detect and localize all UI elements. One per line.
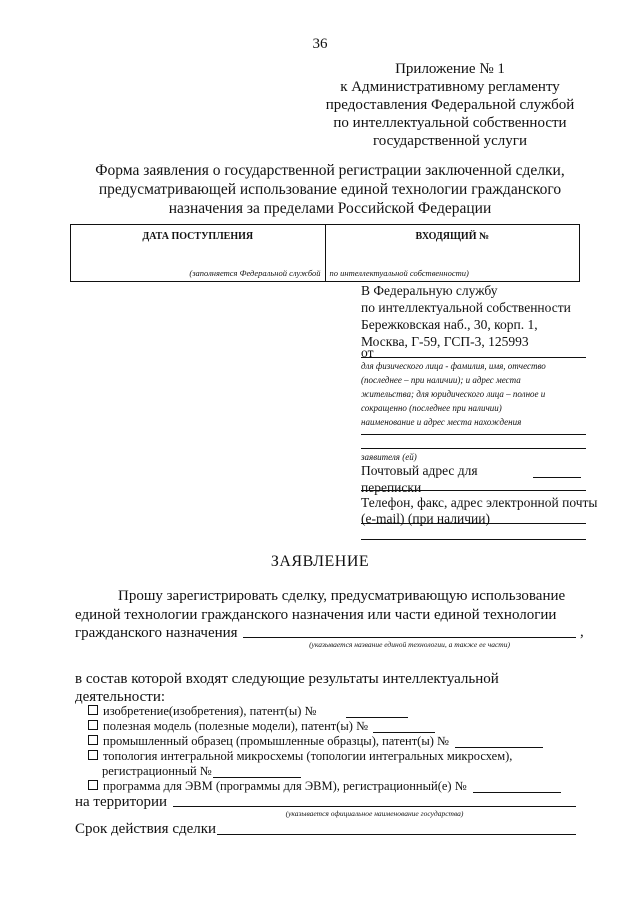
checkbox-item-utility-model[interactable]: полезная модель (полезные модели), патент(ы) № [88, 719, 368, 734]
form-title-line: назначения за пределами Российской Федерации [168, 200, 492, 217]
recipient-line: В Федеральную службу [361, 283, 498, 298]
technology-name-line[interactable] [243, 637, 576, 638]
appendix-line: предоставления Федеральной службой [325, 97, 575, 113]
applicant-caption: заявителя (ей) [361, 452, 417, 462]
appendix-line: Приложение № 1 [395, 61, 505, 77]
appendix-line: государственной услуги [373, 133, 527, 149]
contacts-label-1: Телефон, факс, адрес электронной почты [361, 495, 598, 510]
incoming-number-cell[interactable] [325, 225, 580, 282]
composition-line-1: в состав которой входят следующие результаты интеллектуальной [75, 671, 499, 687]
technology-caption: (указывается название единой технологии, а также ее части) [309, 640, 510, 649]
composition-line-2: деятельности: [75, 689, 166, 705]
applicant-hint [361, 359, 596, 429]
recipient-address [361, 282, 591, 350]
contacts-label-2: (e-mail) (при наличии) [361, 511, 490, 526]
checkbox-item-invention[interactable]: изобретение(изобретения), патент(ы) № [88, 704, 316, 719]
recipient-line: Москва, Г-59, ГСП-3, 125993 [361, 334, 529, 349]
intake-table [70, 224, 580, 282]
date-received-cell[interactable] [71, 225, 326, 282]
term-label: Срок действия сделки [75, 821, 217, 837]
form-title-line: предусматривающей использование единой технологии гражданского [98, 181, 562, 198]
applicant-hint-line: жительства; для юридического лица – полное и [361, 389, 546, 399]
recipient-line: Бережковская наб., 30, корп. 1, [361, 317, 538, 332]
intake-note-left: (заполняется Федеральной службой [189, 268, 321, 278]
applicant-hint-line: для физического лица - фамилия, имя, отчество [361, 361, 546, 371]
checkbox-icon[interactable] [88, 705, 98, 715]
term-line[interactable] [217, 834, 576, 835]
checkbox-icon[interactable] [88, 780, 98, 790]
incoming-number-header: ВХОДЯЩИЙ № [415, 231, 490, 242]
from-line[interactable] [361, 357, 586, 358]
industrial-design-number-line[interactable] [455, 747, 543, 748]
request-line-1: Прошу зарегистрировать сделку, предусматривающую использование [118, 588, 566, 604]
applicant-hint-line: наименование и адрес места нахождения [361, 417, 522, 427]
request-line-3: гражданского назначения [75, 625, 238, 641]
appendix-line: к Административному регламенту [340, 79, 560, 95]
recipient-line: по интеллектуальной собственности [361, 300, 571, 315]
applicant-hint-line: (последнее – при наличии); и адрес места [361, 375, 521, 385]
appendix-block [300, 60, 600, 150]
postal-address-label: Почтовый адрес для переписки [361, 463, 478, 495]
intake-note-right: по интеллектуальной собственности) [329, 268, 469, 278]
request-comma: , [580, 624, 584, 640]
contacts-line[interactable] [361, 539, 586, 540]
date-received-header: ДАТА ПОСТУПЛЕНИЯ [142, 231, 254, 242]
postal-address-line[interactable] [361, 490, 586, 491]
form-title [60, 161, 600, 218]
topology-number-line[interactable] [213, 777, 301, 778]
territory-label: на территории [75, 794, 168, 810]
form-title-line: Форма заявления о государственной регистрации заключенной сделки, [95, 162, 565, 179]
page-number: 36 [312, 36, 328, 52]
appendix-line: по интеллектуальной собственности [333, 115, 567, 131]
applicant-input-line[interactable] [361, 434, 586, 435]
from-label: от [361, 345, 374, 360]
checkbox-item-software[interactable]: программа для ЭВМ (программы для ЭВМ), регистрационный(е) № [88, 779, 467, 794]
applicant-input-line[interactable] [361, 448, 586, 449]
checkbox-icon[interactable] [88, 720, 98, 730]
checkbox-icon[interactable] [88, 735, 98, 745]
topology-registration-label: регистрационный № [102, 764, 212, 778]
statement-heading: ЗАЯВЛЕНИЕ [270, 553, 370, 570]
territory-line[interactable] [173, 806, 576, 807]
request-line-2: единой технологии гражданского назначения или части единой технологии [75, 607, 557, 623]
checkbox-item-industrial-design[interactable]: промышленный образец (промышленные образцы), патент(ы) № [88, 734, 449, 749]
checkbox-item-topology[interactable]: топология интегральной микросхемы (топологии интегральных микросхем), [88, 749, 512, 764]
applicant-hint-line: сокращенно (последнее при наличии) [361, 403, 502, 413]
territory-caption: (указывается официальное наименование государства) [285, 809, 464, 818]
contacts-line[interactable] [361, 523, 586, 524]
invention-number-line[interactable] [346, 717, 408, 718]
software-number-line[interactable] [473, 792, 561, 793]
utility-model-number-line[interactable] [373, 732, 435, 733]
postal-address-line[interactable] [533, 477, 581, 478]
checkbox-icon[interactable] [88, 750, 98, 760]
